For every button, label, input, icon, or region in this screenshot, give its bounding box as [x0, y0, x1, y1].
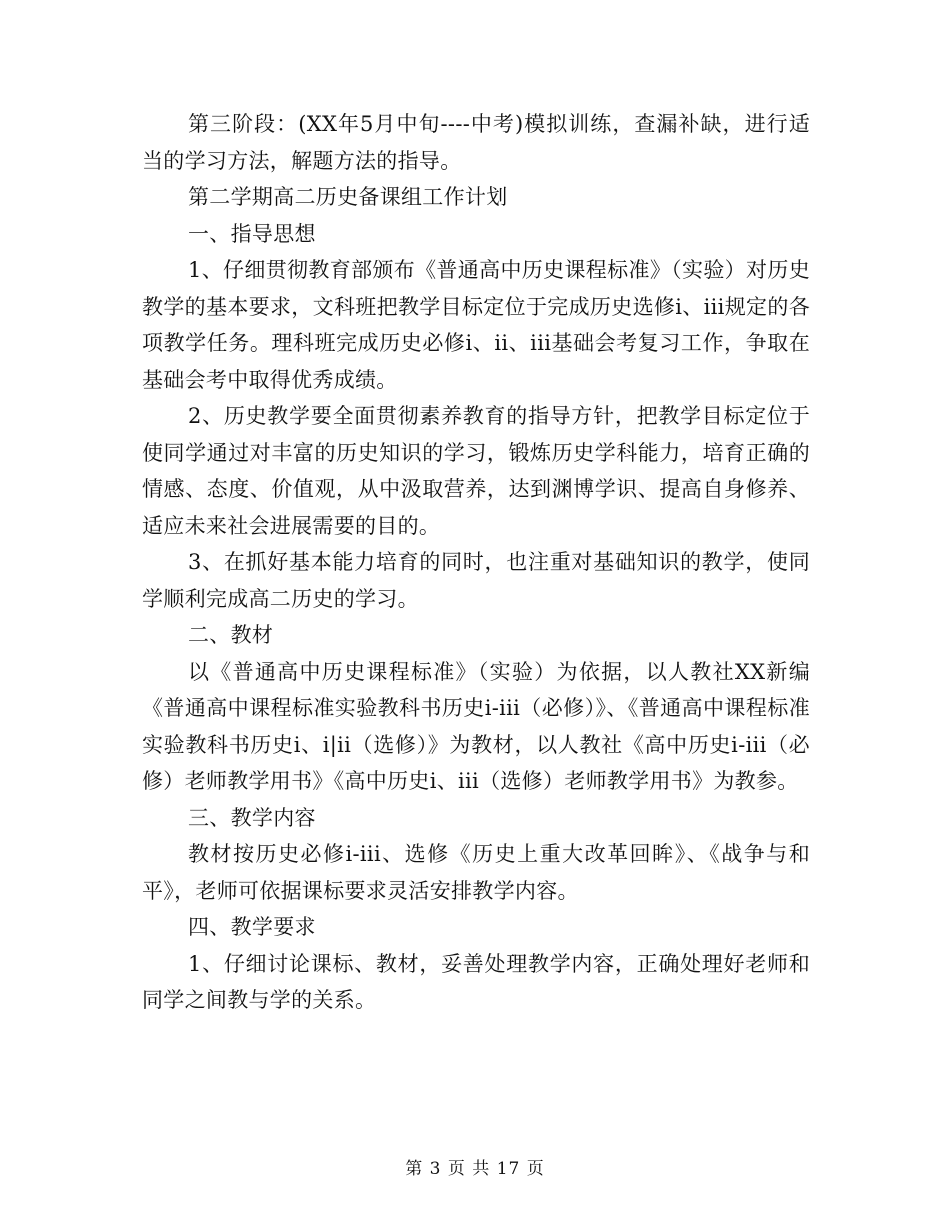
- heading-teaching-content: 三、教学内容: [188, 805, 316, 830]
- paragraph-guiding-2: 2、历史教学要全面贯彻素养教育的指导方针，把教学目标定位于使同学通过对丰富的历史知识的学习，锻炼历史学科能力，培育正确的情感、态度、价值观，从中汲取营养，达到渊博学识、提高自身修养、适应未来社会进展需要的目的。: [142, 404, 810, 538]
- paragraph-textbook: 以《普通高中历史课程标准》（实验）为依据，以人教社XX新编《普通高中课程标准实验教科书历史i-iii（必修）》、《普通高中课程标准实验教科书历史i、i|ii（选修）》为教材，以人教社《高中历史i-iii（必修）老师教学用书》《高中历史i、iii（选修）老师教学用书》为教参。: [142, 659, 810, 793]
- section-title: 第二学期高二历史备课组工作计划: [188, 185, 508, 209]
- document-body: [142, 106, 810, 1019]
- paragraph-requirement-1: 1、仔细讨论课标、教材，妥善处理教学内容，正确处理好老师和同学之间教与学的关系。: [142, 951, 810, 1012]
- paragraph-guiding-1: 1、仔细贯彻教育部颁布《普通高中历史课程标准》（实验）对历史教学的基本要求，文科班把教学目标定位于完成历史选修i、iii规定的各项教学任务。理科班完成历史必修i、ii、iii基础会考复习工作，争取在基础会考中取得优秀成绩。: [142, 258, 810, 392]
- heading-textbook: 二、教材: [188, 623, 274, 647]
- paragraph-guiding-3: 3、在抓好基本能力培育的同时，也注重对基础知识的教学，使同学顺利完成高二历史的学习。: [142, 550, 810, 611]
- heading-guiding-thought: 一、指导思想: [188, 221, 316, 246]
- paragraph-teaching-content: 教材按历史必修i-iii、选修《历史上重大改革回眸》、《战争与和平》，老师可依据课标要求灵活安排教学内容。: [142, 842, 810, 903]
- page-number: 第 3 页 共 17 页: [405, 1159, 545, 1179]
- paragraph-stage-three: 第三阶段：(XX年5月中旬----中考)模拟训练，查漏补缺，进行适当的学习方法，解题方法的指导。: [142, 112, 810, 173]
- heading-teaching-requirements: 四、教学要求: [188, 915, 316, 939]
